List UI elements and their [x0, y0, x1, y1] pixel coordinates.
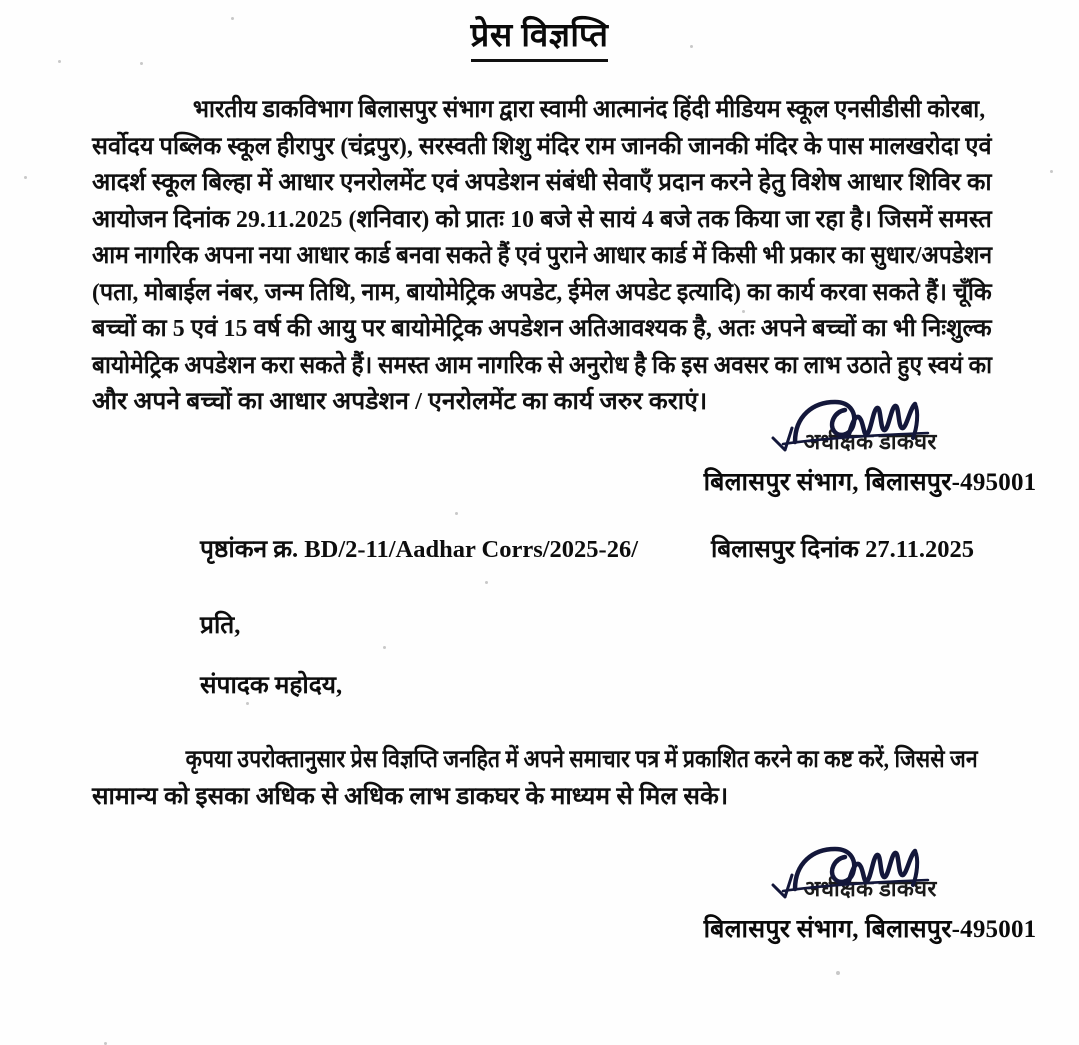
scan-speck [455, 512, 458, 515]
press-release-body [92, 92, 992, 421]
addressee-recipient: संपादक महोदय, [200, 672, 343, 699]
body-line: कृपया उपरोक्तानुसार प्रेस विज्ञप्ति जनहित में अपने समाचार पत्र में प्रकाशित करने का कष्ट करें, जिससे जन [185, 746, 978, 773]
scan-speck [24, 176, 27, 179]
scan-speck [140, 62, 143, 65]
signature-block-top [690, 398, 1050, 498]
body-line: बायोमेट्रिक अपडेशन करा सकते हैं। समस्त आम नागरिक से अनुरोध है कि इस अवसर का लाभ उठाते हुए स्वयं का [92, 351, 993, 379]
request-body [92, 742, 992, 815]
body-line: (पता, मोबाईल नंबर, जन्म तिथि, नाम, बायोमेट्रिक अपडेट, ईमेल अपडेट इत्यादि) का कार्य करवा सकते हैं। चूँकि [92, 278, 992, 306]
body-line: सामान्य को इसका अधिक से अधिक लाभ डाकघर के माध्यम से मिल सके। [92, 782, 729, 810]
body-line: भारतीय डाकविभाग बिलासपुर संभाग द्वारा स्वामी आत्मानंद हिंदी मीडियम स्कूल एनसीडीसी कोरबा, [192, 96, 986, 123]
signature-stack [690, 398, 1050, 458]
scan-speck [383, 646, 386, 649]
signature-block-bottom [690, 845, 1050, 945]
signature-office: बिलासपुर संभाग, बिलासपुर-495001 [703, 916, 1037, 943]
body-line: आदर्श स्कूल बिल्हा में आधार एनरोलमेंट एवं अपडेशन संबंधी सेवाएँ प्रदान करने हेतु विशेष आधार शिविर का [92, 169, 992, 196]
signature-designation: अधीक्षक डाकघर [803, 876, 937, 901]
scan-speck [246, 702, 249, 705]
reference-row [92, 532, 992, 565]
scan-speck [836, 971, 840, 975]
body-line: आम नागरिक अपना नया आधार कार्ड बनवा सकते हैं एवं पुराने आधार कार्ड में किसी भी प्रकार का सुधार/अपडेशन [92, 242, 993, 269]
body-line: आयोजन दिनांक 29.11.2025 (शनिवार) को प्रातः 10 बजे से सायं 4 बजे तक किया जा रहा है। जिसमें समस्त [92, 205, 992, 233]
scan-speck [1050, 170, 1053, 173]
signature-designation: अधीक्षक डाकघर [803, 429, 937, 454]
signature-stack [690, 845, 1050, 905]
reference-place-date: बिलासपुर दिनांक 27.11.2025 [710, 536, 974, 563]
scan-speck [485, 581, 488, 584]
body-line: बच्चों का 5 एवं 15 वर्ष की आयु पर बायोमेट्रिक अपडेशन अतिआवश्यक है, अतः अपने बच्चों का भी निःशुल्क [92, 315, 992, 342]
body-line: और अपने बच्चों का आधार अपडेशन / एनरोलमेंट का कार्य जरुर कराएं। [92, 388, 708, 415]
page-title: प्रेस विज्ञप्ति [471, 16, 609, 62]
page-title-wrapper [0, 16, 1079, 62]
reference-number: पृष्ठांकन क्र. BD/2-11/Aadhar Corrs/2025-26/ [200, 536, 639, 563]
addressee-salutation: प्रति, [200, 612, 241, 639]
body-line: सर्वोदय पब्लिक स्कूल हीरापुर (चंद्रपुर), सरस्वती शिशु मंदिर राम जानकी जानकी मंदिर के पास मालखरोदा एवं [92, 132, 992, 160]
signature-office: बिलासपुर संभाग, बिलासपुर-495001 [703, 469, 1037, 496]
